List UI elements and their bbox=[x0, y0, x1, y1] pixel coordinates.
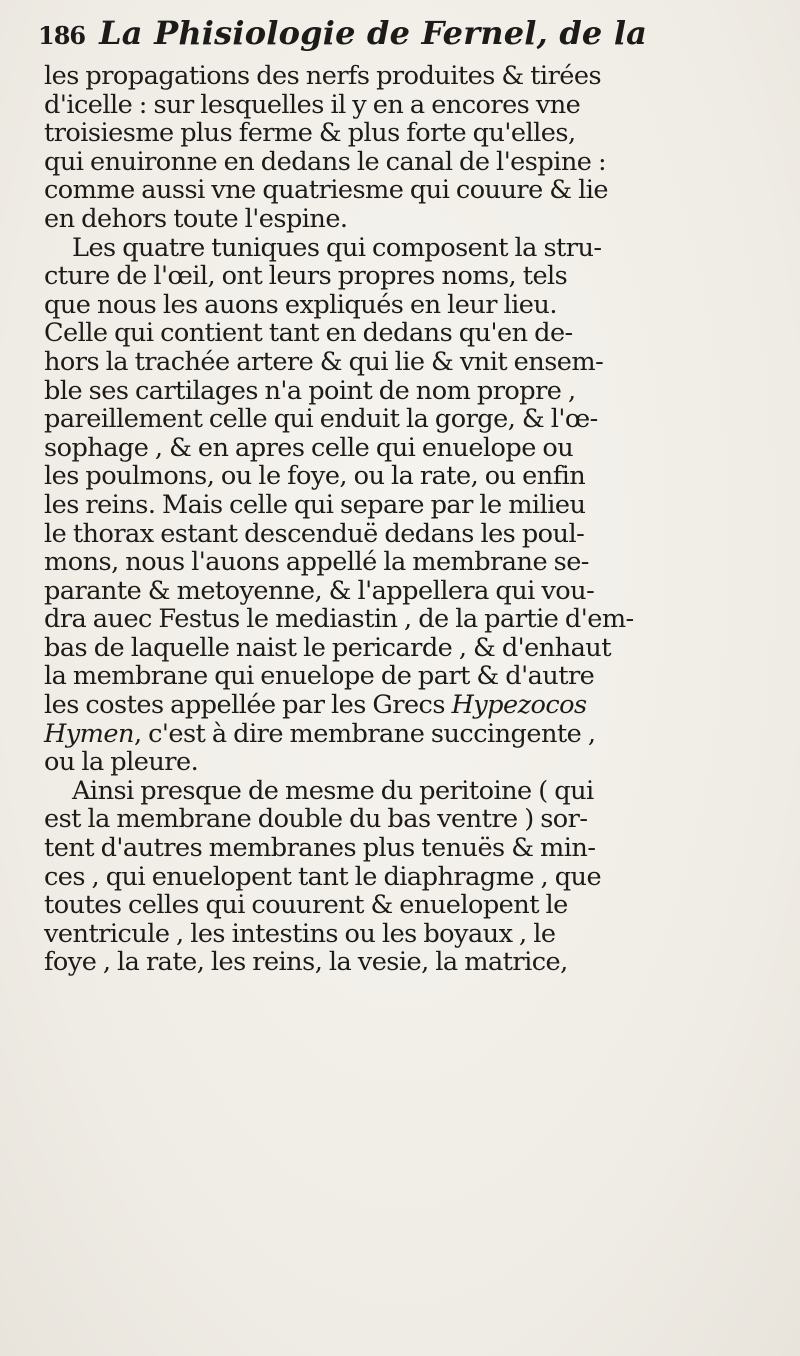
text-line bbox=[44, 834, 770, 863]
line-text: Ainsi presque de mesme du peritoine ( qui bbox=[72, 775, 594, 806]
body-text bbox=[44, 62, 770, 977]
text-line bbox=[44, 462, 770, 491]
text-line bbox=[44, 948, 770, 977]
text-line bbox=[44, 520, 770, 549]
line-text: hors la trachée artere & qui lie & vnit ensem- bbox=[44, 346, 604, 377]
text-line bbox=[44, 805, 770, 834]
text-line bbox=[44, 691, 770, 720]
line-text: la membrane qui enuelope de part & d'autre bbox=[44, 661, 595, 692]
line-text: ventricule , les intestins ou les boyaux , le bbox=[44, 918, 556, 949]
line-text: le thorax estant descenduë dedans les poul- bbox=[44, 518, 585, 549]
text-line bbox=[44, 91, 770, 120]
line-text: en dehors toute l'espine. bbox=[44, 203, 348, 234]
text-line bbox=[44, 234, 770, 263]
text-line bbox=[44, 720, 770, 749]
line-text: est la membrane double du bas ventre ) sor- bbox=[44, 804, 588, 835]
text-line bbox=[44, 405, 770, 434]
line-text: sophage , & en apres celle qui enuelope ou bbox=[44, 432, 574, 463]
italic-term: Hymen bbox=[44, 718, 134, 749]
line-text: Les quatre tuniques qui composent la stru- bbox=[72, 232, 602, 263]
text-line bbox=[44, 891, 770, 920]
line-text: tent d'autres membranes plus tenuës & min- bbox=[44, 833, 596, 864]
running-head bbox=[38, 14, 770, 60]
text-line bbox=[44, 291, 770, 320]
text-line bbox=[44, 634, 770, 663]
line-text: ces , qui enuelopent tant le diaphragme , que bbox=[44, 861, 602, 892]
line-text: comme aussi vne quatriesme qui couure & lie bbox=[44, 175, 608, 206]
line-text: foye , la rate, les reins, la vesie, la matrice, bbox=[44, 947, 568, 978]
text-line bbox=[44, 377, 770, 406]
running-title: La Phisiologie de Fernel, de la bbox=[99, 14, 648, 52]
line-text: les poulmons, ou le foye, ou la rate, ou enfin bbox=[44, 461, 586, 492]
text-line bbox=[44, 777, 770, 806]
text-line bbox=[44, 605, 770, 634]
text-line bbox=[44, 548, 770, 577]
text-line bbox=[44, 491, 770, 520]
line-text: pareillement celle qui enduit la gorge, & l'œ- bbox=[44, 404, 598, 435]
text-line bbox=[44, 205, 770, 234]
text-line bbox=[44, 119, 770, 148]
line-text: mons, nous l'auons appellé la membrane se- bbox=[44, 547, 589, 578]
text-line bbox=[44, 434, 770, 463]
text-line bbox=[44, 262, 770, 291]
text-line bbox=[44, 577, 770, 606]
text-line bbox=[44, 920, 770, 949]
line-text: parante & metoyenne, & l'appellera qui vou- bbox=[44, 575, 595, 606]
line-text: troisiesme plus ferme & plus forte qu'elles, bbox=[44, 118, 576, 149]
line-text: ou la pleure. bbox=[44, 747, 199, 778]
line-text: les propagations des nerfs produites & tirées bbox=[44, 61, 602, 91]
line-text: les costes appellée par les Grecs bbox=[44, 690, 452, 721]
text-line bbox=[44, 176, 770, 205]
text-line bbox=[44, 148, 770, 177]
line-text: dra auec Festus le mediastin , de la partie d'em- bbox=[44, 604, 634, 635]
text-line bbox=[44, 62, 770, 91]
line-text: qui enuironne en dedans le canal de l'espine : bbox=[44, 146, 607, 177]
text-line bbox=[44, 748, 770, 777]
line-text: les reins. Mais celle qui separe par le milieu bbox=[44, 489, 586, 520]
line-text: Celle qui contient tant en dedans qu'en de- bbox=[44, 318, 573, 349]
page-number: 186 bbox=[38, 21, 86, 50]
italic-term: Hypezocos bbox=[451, 690, 587, 721]
line-text: que nous les auons expliqués en leur lieu. bbox=[44, 289, 557, 320]
line-text: ble ses cartilages n'a point de nom propre , bbox=[44, 375, 576, 406]
text-line bbox=[44, 662, 770, 691]
line-text: bas de laquelle naist le pericarde , & d'enhaut bbox=[44, 632, 611, 663]
line-text: , c'est à dire membrane succingente , bbox=[133, 718, 596, 749]
line-text: toutes celles qui couurent & enuelopent le bbox=[44, 890, 568, 921]
text-line bbox=[44, 348, 770, 377]
line-text: cture de l'œil, ont leurs propres noms, tels bbox=[44, 261, 568, 292]
line-text: d'icelle : sur lesquelles il y en a encores vne bbox=[44, 89, 581, 120]
text-line bbox=[44, 863, 770, 892]
text-line bbox=[44, 319, 770, 348]
